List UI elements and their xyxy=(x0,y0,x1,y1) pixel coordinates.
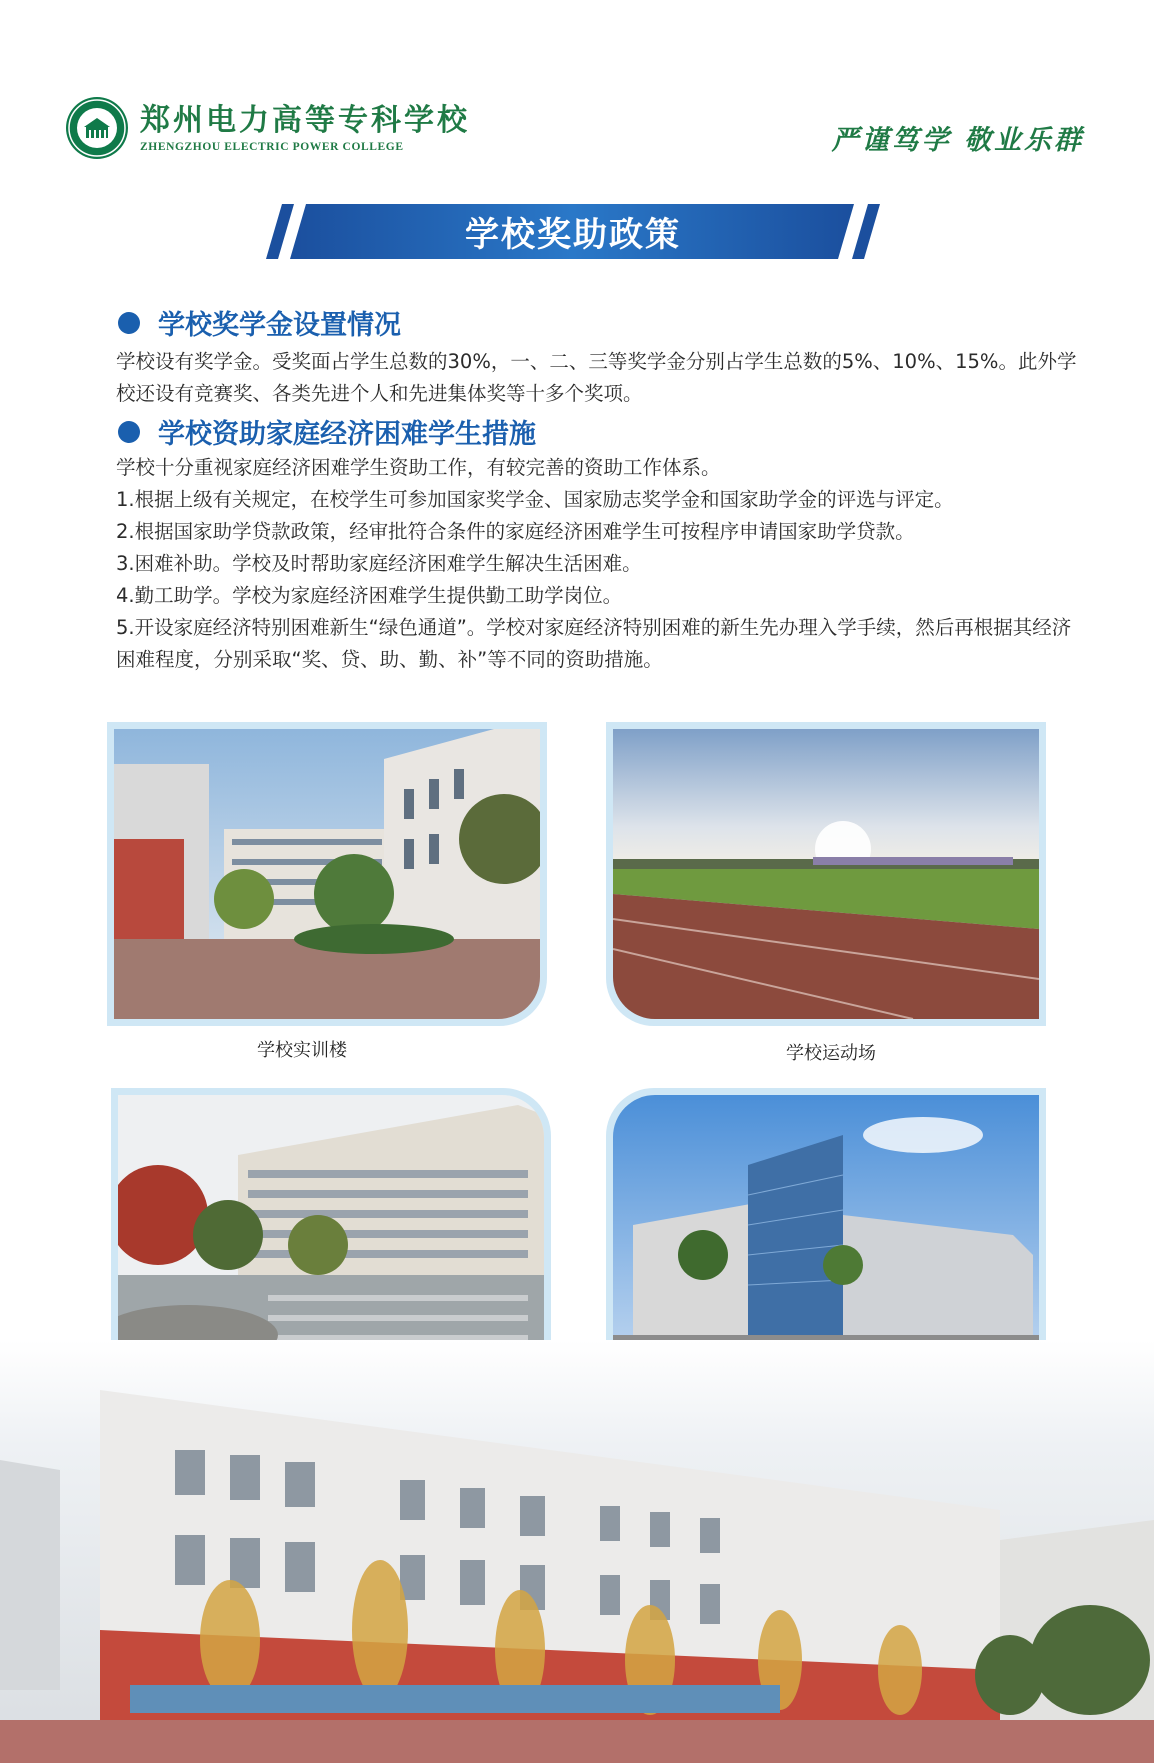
photo-caption: 学校实训楼 xyxy=(257,1040,347,1061)
photo-training-building xyxy=(107,722,547,1026)
paragraph: 学校设有奖学金。受奖面占学生总数的30%，一、二、三等奖学金分别占学生总数的5%、10%、15%。此外学校还设有竞赛奖、各类先进个人和先进集体奖等十多个奖项。 xyxy=(116,350,1077,405)
title-banner xyxy=(258,204,888,259)
banner-title: 学校奖助政策 xyxy=(465,215,681,255)
school-seal-icon xyxy=(66,97,128,159)
photo-caption: 学校运动场 xyxy=(786,1043,876,1064)
section-text-aid xyxy=(70,452,1090,676)
section-heading-aid: 学校资助家庭经济困难学生措施 xyxy=(118,412,536,451)
school-name-en: ZHENGZHOU ELECTRIC POWER COLLEGE xyxy=(140,140,404,153)
paragraph: 1.根据上级有关规定，在校学生可参加国家奖学金、国家励志奖学金和国家助学金的评选与评定。 xyxy=(116,488,954,511)
paragraph: 5.开设家庭经济特别困难新生“绿色通道”。学校对家庭经济特别困难的新生先办理入学手续，然后再根据其经济困难程度，分别采取“奖、贷、助、勤、补”等不同的资助措施。 xyxy=(116,616,1072,671)
campus-building-photo xyxy=(0,1340,1154,1763)
section-heading-scholarship: 学校奖学金设置情况 xyxy=(118,303,401,342)
school-logo xyxy=(66,97,470,159)
paragraph: 2.根据国家助学贷款政策，经审批符合条件的家庭经济困难学生可按程序申请国家助学贷款。 xyxy=(116,520,915,543)
photo-sports-field xyxy=(606,722,1046,1026)
paragraph: 3.困难补助。学校及时帮助家庭经济困难学生解决生活困难。 xyxy=(116,552,642,575)
school-name-cn: 郑州电力高等专科学校 xyxy=(140,102,470,138)
school-motto: 严谨笃学 敬业乐群 xyxy=(831,125,1084,156)
paragraph: 4.勤工助学。学校为家庭经济困难学生提供勤工助学岗位。 xyxy=(116,584,623,607)
bullet-icon xyxy=(118,421,140,443)
paragraph: 学校十分重视家庭经济困难学生资助工作，有较完善的资助工作体系。 xyxy=(116,456,721,479)
section-text-scholarship xyxy=(70,346,1090,410)
bullet-icon xyxy=(118,312,140,334)
